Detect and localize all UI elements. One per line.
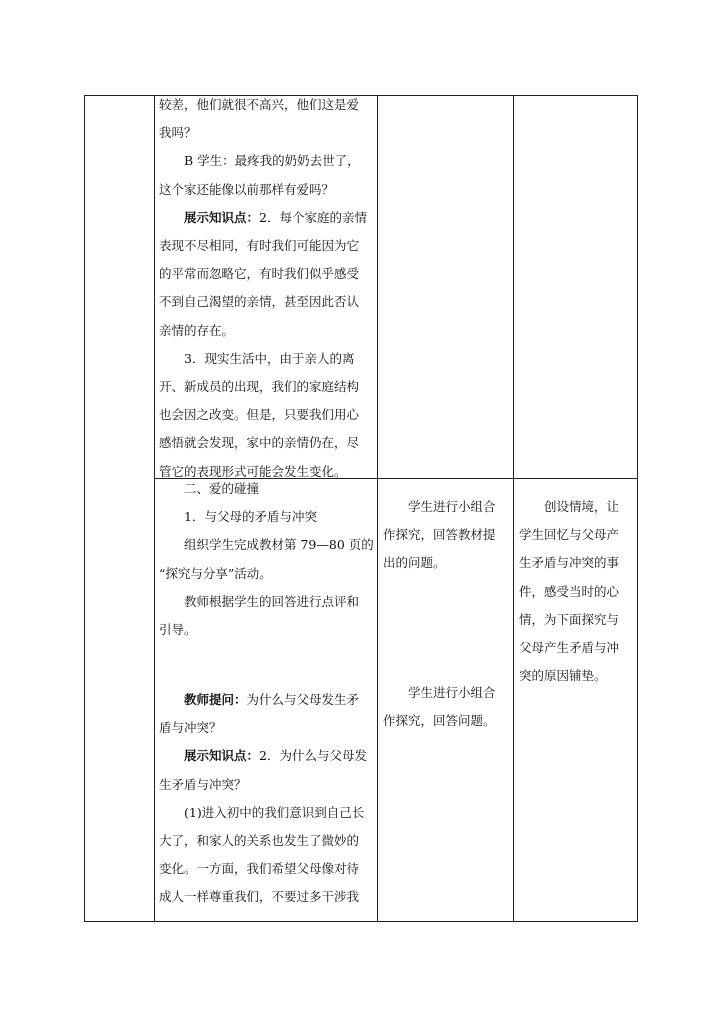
line-text: 学生进行小组合 (408, 499, 496, 514)
line-text: 作探究，回答教材提 (383, 527, 496, 543)
row2-student-activity-bottom (383, 679, 496, 735)
text-line (159, 799, 367, 827)
column-divider-2 (377, 95, 378, 922)
text-line (383, 493, 496, 521)
text-line (159, 232, 367, 260)
line-text: 感悟就会发现，家中的亲情仍在，尽 (159, 435, 360, 451)
column-divider-1 (154, 95, 155, 922)
table-border-bottom (84, 921, 638, 922)
column-divider-3 (513, 95, 514, 922)
bold-label: 展示知识点： (184, 209, 260, 225)
text-line (159, 771, 367, 799)
text-line (159, 560, 374, 588)
line-text: 管它的表现形式可能会发生变化。 (159, 463, 347, 479)
line-text: 情，为下面探究与 (519, 611, 620, 627)
text-line (159, 176, 367, 204)
line-text: 亲情的存在。 (159, 322, 235, 338)
text-line (159, 742, 367, 770)
line-text: 件，感受当时的心 (519, 583, 620, 599)
text-line (159, 401, 367, 429)
line-text: 突的原因铺垫。 (519, 668, 607, 684)
line-text: 3．现实生活中，由于亲人的离 (184, 350, 355, 366)
text-line (159, 714, 367, 742)
line-text: 的平常而忽略它，有时我们似乎感受 (159, 266, 360, 282)
line-text: 也会因之改变。但是，只要我们用心 (159, 407, 360, 423)
line-text: 引导。 (159, 622, 197, 638)
line-text: 组织学生完成教材第 79—80 页的 (184, 537, 374, 553)
text-line (159, 616, 374, 644)
text-line (159, 883, 367, 911)
text-line (519, 578, 619, 606)
line-text: 2．为什么与父母发 (259, 748, 367, 764)
text-line (159, 345, 367, 373)
text-line (159, 317, 367, 345)
line-text: “探究与分享”活动。 (159, 565, 272, 581)
line-text: 表现不尽相同，有时我们可能因为它 (159, 238, 360, 254)
line-text: 二、爱的碰撞 (184, 481, 260, 496)
row1-content-cell (159, 91, 367, 486)
line-text: 学生回忆与父母产 (519, 527, 620, 543)
table-border-right (637, 95, 638, 922)
line-text: 开、新成员的出现，我们的家庭结构 (159, 379, 360, 395)
text-line (383, 521, 496, 549)
text-line (159, 260, 367, 288)
line-text: 学生进行小组合 (408, 685, 496, 700)
line-text: 1．与父母的矛盾与冲突 (184, 509, 317, 525)
line-text: 盾与冲突？ (159, 720, 222, 736)
line-text: 出的问题。 (383, 555, 446, 571)
text-line (519, 549, 619, 577)
text-line (159, 503, 374, 531)
text-line (159, 588, 374, 616)
row2-content-cell-bottom (159, 686, 367, 912)
text-line (159, 373, 367, 401)
line-text: 生矛盾与冲突的事 (519, 555, 620, 571)
text-line (159, 686, 367, 714)
text-line (159, 91, 367, 119)
text-line (159, 429, 367, 457)
text-line (159, 855, 367, 883)
line-text: 创设情境，让 (544, 499, 620, 514)
text-line (159, 147, 367, 175)
line-text: 大了，和家人的关系也发生了微妙的 (159, 833, 360, 849)
line-text: B 学生：最疼我的奶奶去世了， (184, 153, 360, 169)
text-line (519, 606, 619, 634)
line-text: 2．每个家庭的亲情 (259, 209, 367, 225)
bold-label: 教师提问： (184, 692, 247, 707)
line-text: (1)进入初中的我们意识到自己长 (184, 804, 365, 820)
text-line (519, 521, 619, 549)
line-text: 我吗？ (159, 125, 197, 141)
text-line (383, 707, 496, 735)
row2-design-intent (519, 493, 619, 690)
row2-content-cell-top (159, 475, 374, 644)
text-line (159, 531, 374, 559)
text-line (159, 204, 367, 232)
text-line (159, 119, 367, 147)
line-text: 为什么与父母发生矛 (246, 692, 360, 707)
line-text: 教师根据学生的回答进行点评和 (184, 593, 360, 609)
line-text: 不到自己渴望的亲情，甚至因此否认 (159, 294, 360, 310)
line-text: 成人一样尊重我们，不要过多干涉我 (159, 889, 360, 905)
line-text: 较差，他们就很不高兴，他们这是爱 (159, 97, 360, 112)
text-line (519, 662, 619, 690)
row2-student-activity-top (383, 493, 496, 578)
line-text: 变化。一方面，我们希望父母像对待 (159, 861, 360, 877)
text-line (159, 475, 374, 503)
line-text: 作探究，回答问题。 (383, 713, 496, 729)
table-border-left (84, 95, 85, 922)
line-text: 生矛盾与冲突？ (159, 776, 247, 792)
text-line (159, 827, 367, 855)
line-text: 这个家还能像以前那样有爱吗？ (159, 181, 335, 197)
bold-label: 展示知识点： (184, 748, 260, 764)
text-line (383, 549, 496, 577)
text-line (519, 493, 619, 521)
text-line (383, 679, 496, 707)
text-line (519, 634, 619, 662)
text-line (159, 288, 367, 316)
line-text: 父母产生矛盾与冲 (519, 640, 620, 656)
